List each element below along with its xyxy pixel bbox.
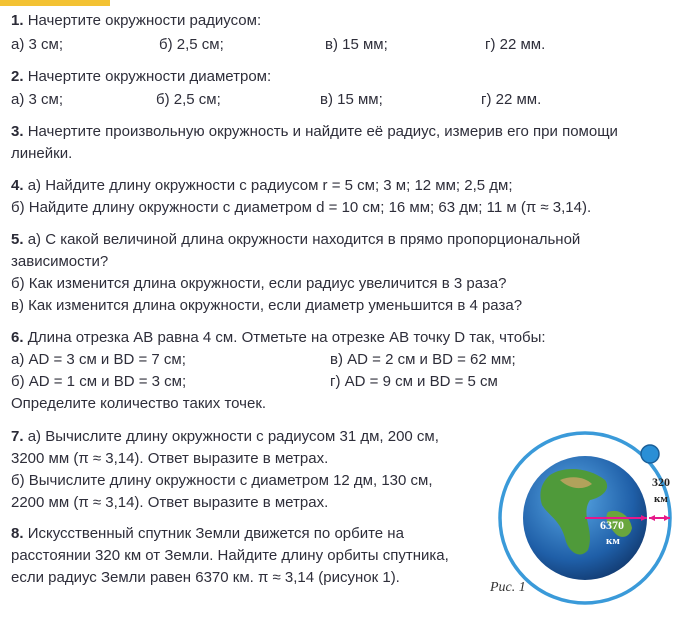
task-text: б) Вычислите длину окружности с диаметром 12 дм, 130 см, (11, 472, 433, 489)
task-text: линейки. (11, 145, 73, 162)
altitude-label: 320 (652, 475, 670, 489)
task-option: а) 3 см; (11, 91, 63, 108)
task-7-line (11, 427, 439, 447)
task-text: если радиус Земли равен 6370 км. π ≈ 3,14 (рисунок 1). (11, 569, 400, 586)
task-option: б) 2,5 см; (156, 91, 221, 108)
task-option: г) 22 мм. (481, 91, 542, 108)
task-option: а) AD = 3 см и BD = 7 см; (11, 351, 186, 368)
task-text: Определите количество таких точек. (11, 395, 267, 412)
task-2-heading (11, 67, 271, 87)
task-number: 3. (11, 123, 24, 140)
task-number: 8. (11, 525, 24, 542)
task-number: 5. (11, 231, 24, 248)
task-text: Начертите окружности радиусом: (27, 12, 262, 29)
task-option: а) 3 см; (11, 36, 63, 53)
task-number: 6. (11, 329, 24, 346)
task-3-line (11, 122, 618, 142)
task-1-heading (11, 11, 261, 31)
task-text: 3200 мм (π ≈ 3,14). Ответ выразите в метрах. (11, 450, 329, 467)
task-text: б) Найдите длину окружности с диаметром d = 10 см; 16 мм; 63 дм; 11 м (π ≈ 3,14). (11, 199, 592, 216)
task-text: в) Как изменится длина окружности, если диаметр уменьшится в 4 раза? (11, 297, 523, 314)
figure-caption: Рис. 1 (490, 580, 526, 595)
task-text: 2200 мм (π ≈ 3,14). Ответ выразите в метрах. (11, 494, 329, 511)
task-option: б) 2,5 см; (159, 36, 224, 53)
task-text: Начертите произвольную окружность и найдите её радиус, измерив его при помощи (27, 123, 618, 140)
task-option: г) AD = 9 см и BD = 5 см (330, 373, 498, 390)
task-4-line (11, 176, 513, 196)
task-text: Искусственный спутник Земли движется по орбите на (27, 525, 404, 542)
satellite-icon (641, 445, 659, 463)
task-text: б) Как изменится длина окружности, если радиус увеличится в 3 раза? (11, 275, 507, 292)
radius-label: 6370 (600, 518, 624, 532)
task-text: расстоянии 320 км от Земли. Найдите длину орбиты спутника, (11, 547, 449, 564)
header-strip (0, 0, 110, 6)
task-text: Начертите окружности диаметром: (27, 68, 272, 85)
task-option: в) 15 мм; (325, 36, 388, 53)
task-text: зависимости? (11, 253, 109, 270)
task-option: г) 22 мм. (485, 36, 546, 53)
radius-unit: км (606, 535, 620, 547)
task-6-line (11, 328, 546, 348)
task-number: 2. (11, 68, 24, 85)
arrow-head (649, 515, 655, 521)
altitude-unit: км (654, 493, 668, 505)
task-option: в) 15 мм; (320, 91, 383, 108)
task-text: Длина отрезка АВ равна 4 см. Отметьте на отрезке АВ точку D так, чтобы: (27, 329, 546, 346)
task-5-line (11, 230, 580, 250)
task-option: б) AD = 1 см и BD = 3 см; (11, 373, 187, 390)
task-text: а) Вычислите длину окружности с радиусом 31 дм, 200 см, (27, 428, 439, 445)
task-text: а) Найдите длину окружности с радиусом r = 5 см; 3 м; 12 мм; 2,5 дм; (27, 177, 513, 194)
task-option: в) AD = 2 см и BD = 62 мм; (330, 351, 516, 368)
task-8-line (11, 524, 404, 544)
task-number: 7. (11, 428, 24, 445)
task-number: 1. (11, 12, 24, 29)
task-text: а) С какой величиной длина окружности находится в прямо пропорциональной (27, 231, 581, 248)
task-number: 4. (11, 177, 24, 194)
